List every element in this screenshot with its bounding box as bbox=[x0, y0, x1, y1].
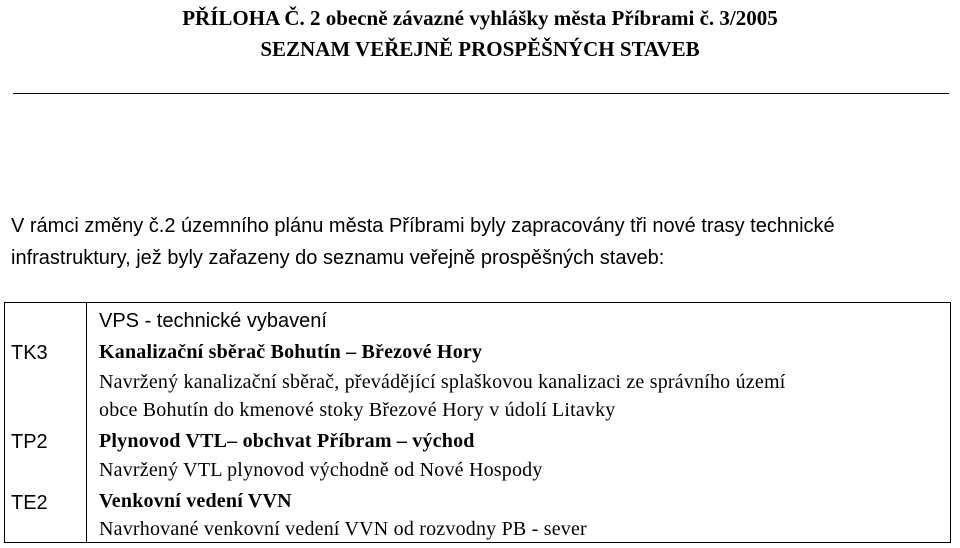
document-title: PŘÍLOHA Č. 2 obecně závazné vyhlášky města Příbrami č. 3/2005 bbox=[182, 6, 778, 30]
row-description-tp2: Navržený VTL plynovod východně od Nové Hospody bbox=[99, 459, 543, 481]
row-description-te2: Navrhované venkovní vedení VVN od rozvodny PB - sever bbox=[99, 518, 587, 540]
row-description-tk3-line-1: Navržený kanalizační sběrač, převádějící splaškovou kanalizaci ze správního území bbox=[99, 371, 786, 393]
row-title-te2: Venkovní vedení VVN bbox=[99, 490, 292, 512]
vps-table bbox=[4, 302, 951, 543]
row-code-tp2: TP2 bbox=[11, 431, 48, 453]
row-code-te2: TE2 bbox=[11, 492, 48, 514]
row-code-tk3: TK3 bbox=[11, 342, 48, 364]
table-section-heading: VPS - technické vybavení bbox=[99, 310, 327, 332]
row-title-tp2: Plynovod VTL– obchvat Příbram – východ bbox=[99, 430, 475, 452]
intro-paragraph-line-1: V rámci změny č.2 územního plánu města Příbrami byly zapracovány tři nové trasy technické bbox=[11, 215, 835, 237]
intro-paragraph-line-2: infrastruktury, jež byly zařazeny do seznamu veřejně prospěšných staveb: bbox=[11, 247, 665, 269]
horizontal-rule bbox=[13, 93, 949, 94]
document-subtitle: SEZNAM VEŘEJNĚ PROSPĚŠNÝCH STAVEB bbox=[260, 37, 700, 61]
table-column-divider bbox=[86, 303, 87, 542]
row-title-tk3: Kanalizační sběrač Bohutín – Březové Hory bbox=[99, 341, 483, 363]
row-description-tk3-line-2: obce Bohutín do kmenové stoky Březové Hory v údolí Litavky bbox=[99, 399, 616, 421]
